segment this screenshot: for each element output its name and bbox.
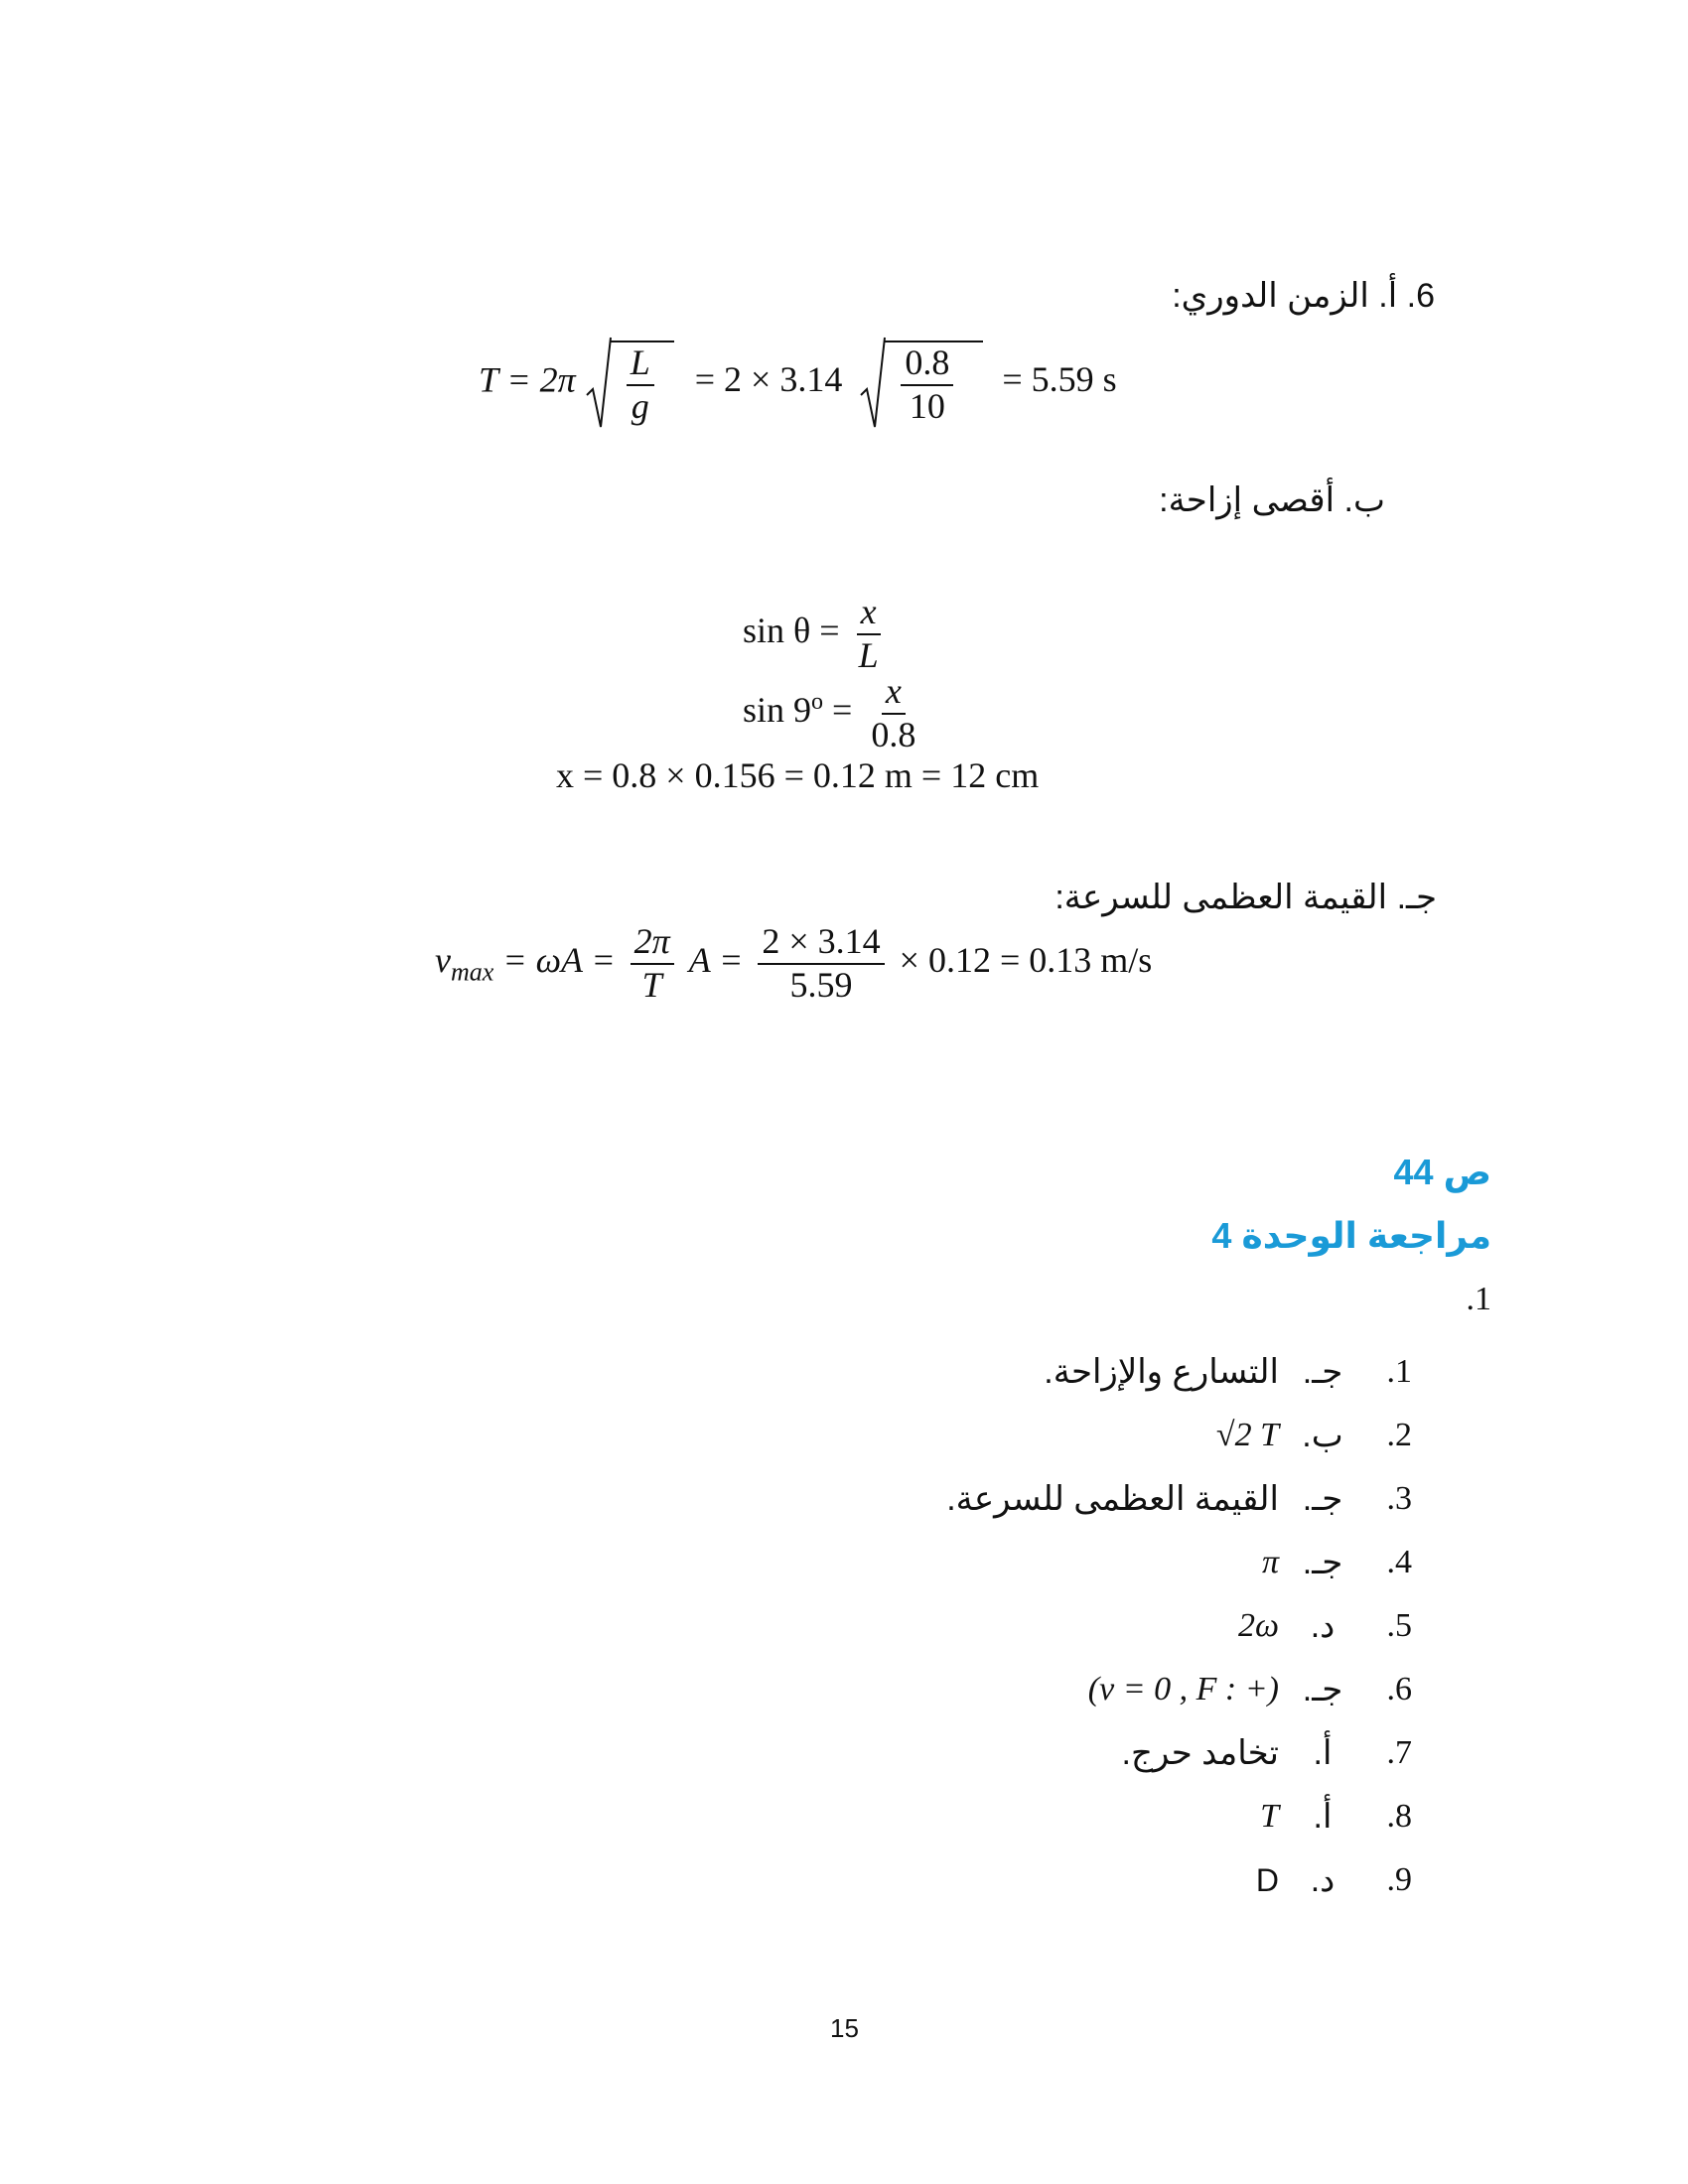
list-item (717, 1404, 1412, 1467)
velocity-subscript: max (450, 957, 494, 987)
period-equation (479, 336, 1117, 431)
section-title: مراجعة الوحدة 4 (1211, 1215, 1491, 1256)
velocity-eq1: = ωA = (502, 940, 616, 981)
answer-letter: أ. (1313, 1734, 1333, 1772)
q6-a-label: 6. أ. الزمن الدوري: (1172, 277, 1435, 315)
answer-text: 2ω (1237, 1607, 1279, 1644)
list-item (717, 1848, 1412, 1912)
fraction-08-10 (901, 344, 953, 426)
answer-letter: جـ. (1302, 1480, 1343, 1518)
answer-text: (v = 0 , F : +) (1087, 1671, 1279, 1707)
fraction-numerator: 2π (631, 923, 674, 965)
fraction-denominator: 10 (909, 386, 945, 426)
answer-number: .5 (1386, 1607, 1412, 1644)
degree-superscript: o (811, 689, 824, 716)
sqrt-l-over-g (585, 336, 674, 431)
displacement-line-3: x = 0.8 × 0.156 = 0.12 m = 12 cm (556, 755, 1040, 795)
list-item (717, 1531, 1412, 1594)
sin-9-lhs: sin 9 (743, 690, 812, 731)
velocity-result: × 0.12 = 0.13 m/s (899, 940, 1153, 981)
list-item (717, 1467, 1412, 1531)
answer-text: تخامد حرج. (1121, 1734, 1279, 1772)
period-result: = 5.59 s (1002, 359, 1117, 400)
fraction-denominator: g (631, 386, 649, 426)
answer-letter: د. (1310, 1861, 1336, 1899)
displacement-line-1 (743, 594, 889, 675)
list-item (717, 1340, 1412, 1404)
fraction-2pi-t (631, 923, 674, 1005)
period-mid: = 2 × 3.14 (694, 359, 843, 400)
q6-b-label: ب. أقصى إزاحة: (1159, 481, 1385, 519)
answer-text: π (1261, 1544, 1279, 1580)
fraction-denominator: 0.8 (871, 714, 916, 754)
answer-number: .1 (1386, 1353, 1412, 1390)
displacement-line-2 (743, 673, 925, 754)
list-item (717, 1594, 1412, 1658)
answer-number: .2 (1386, 1417, 1412, 1453)
velocity-symbol: v (435, 940, 451, 981)
velocity-mid: A = (688, 940, 744, 981)
answer-text: D (1255, 1861, 1279, 1898)
question-number: .1 (1466, 1281, 1491, 1317)
fraction-numerator: 0.8 (901, 344, 953, 386)
fraction-x-l (855, 594, 883, 675)
fraction-denominator: 5.59 (789, 964, 853, 1005)
answer-number: .8 (1386, 1798, 1412, 1835)
fraction-numerator: 2 × 3.14 (758, 923, 884, 965)
answer-text: √2 T (1215, 1417, 1279, 1453)
equals-sign: = (832, 690, 853, 731)
answers-list (717, 1340, 1412, 1912)
answer-letter: جـ. (1302, 1353, 1343, 1391)
fraction-denominator: L (858, 634, 879, 675)
answer-letter: ب. (1302, 1417, 1343, 1454)
answer-number: .9 (1386, 1861, 1412, 1898)
page-reference: ص 44 (1393, 1152, 1491, 1192)
list-item (717, 1721, 1412, 1785)
answer-text: القيمة العظمى للسرعة. (946, 1480, 1279, 1518)
fraction-x-08 (867, 673, 919, 754)
sqrt-08-over-10 (859, 336, 983, 431)
answer-number: .4 (1386, 1544, 1412, 1580)
list-item (717, 1785, 1412, 1848)
velocity-equation (435, 923, 1152, 1005)
fraction-value (758, 923, 884, 1005)
answer-number: .6 (1386, 1671, 1412, 1707)
period-lhs: T = 2π (479, 359, 576, 400)
answer-number: .7 (1386, 1734, 1412, 1771)
sin-theta-lhs: sin θ = (743, 611, 840, 651)
list-item (717, 1658, 1412, 1721)
answer-letter: جـ. (1302, 1544, 1343, 1581)
answer-text: T (1260, 1798, 1279, 1835)
fraction-numerator: x (882, 673, 906, 715)
answer-number: .3 (1386, 1480, 1412, 1517)
fraction-numerator: L (627, 344, 654, 386)
answer-letter: أ. (1313, 1798, 1333, 1836)
answer-letter: جـ. (1302, 1671, 1343, 1708)
fraction-l-g (627, 344, 654, 426)
fraction-denominator: T (641, 964, 662, 1005)
page-number: 15 (830, 2013, 859, 2043)
answer-letter: د. (1310, 1607, 1336, 1645)
fraction-numerator: x (857, 594, 881, 635)
q6-c-label: جـ. القيمة العظمى للسرعة: (1055, 879, 1437, 916)
answer-text: التسارع والإزاحة. (1044, 1353, 1279, 1391)
